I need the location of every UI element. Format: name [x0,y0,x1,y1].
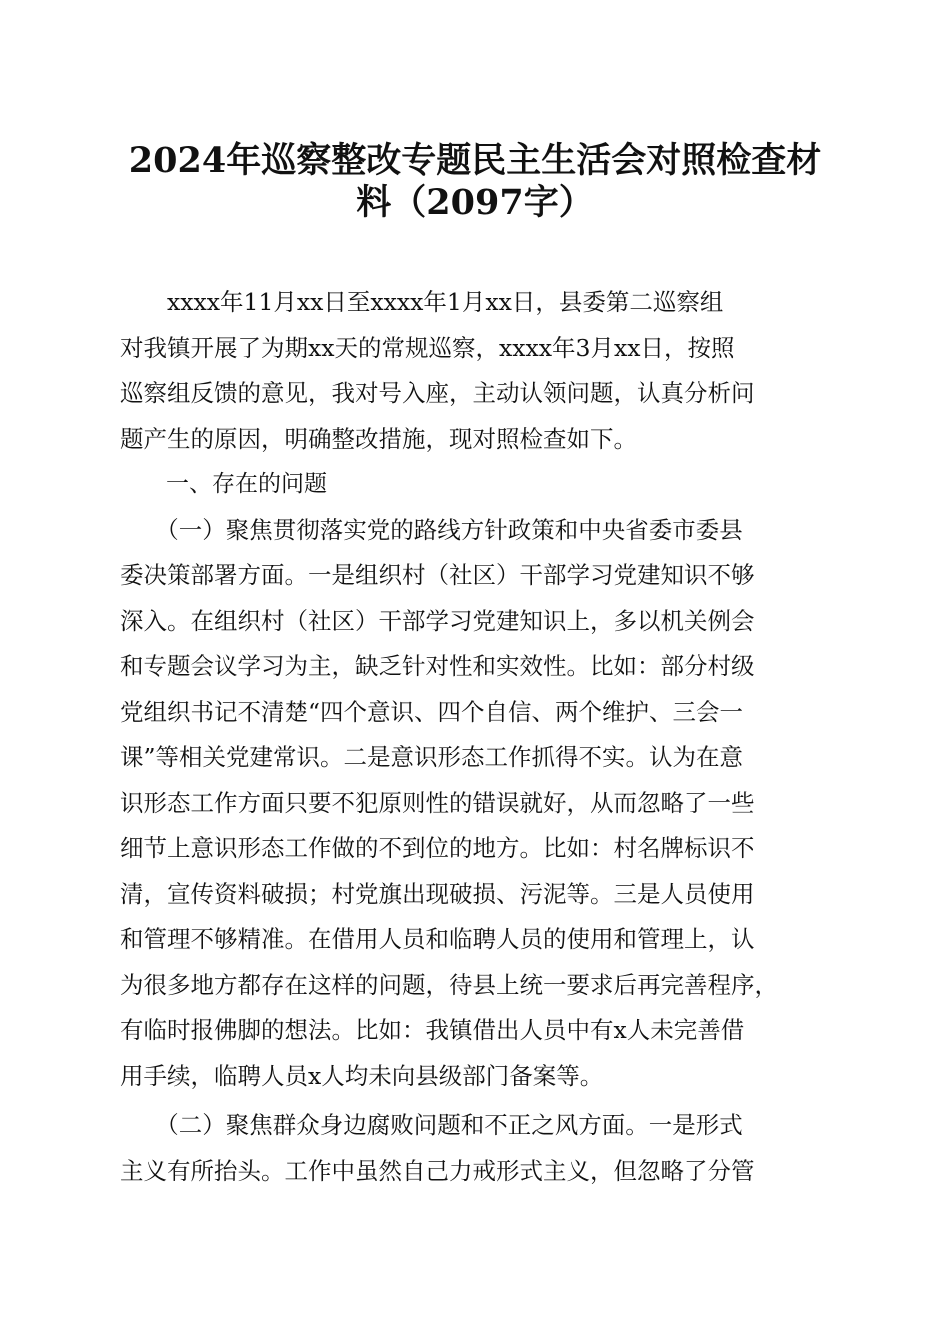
text-line: 用手续，临聘人员x人均未向县级部门备案等。 [120,1061,604,1090]
text-line: 为很多地方都存在这样的问题，待县上统一要求后再完善程序， [120,970,778,999]
text-line: 对我镇开展了为期xx天的常规巡察，xxxx年3月xx日，按照 [120,333,735,362]
text-line: 识形态工作方面只要不犯原则性的错误就好，从而忽略了一些 [120,788,755,817]
section-heading: 一、存在的问题 [120,471,327,497]
document-body [120,280,832,1194]
document-title [100,140,850,224]
text-line: 有临时报佛脚的想法。比如：我镇借出人员中有x人未完善借 [120,1016,745,1044]
text-line: 委决策部署方面。一是组织村（社区）干部学习党建知识不够 [120,561,755,589]
text-line: 和专题会议学习为主，缺乏针对性和实效性。比如：部分村级 [120,652,755,680]
text-line: 主义有所抬头。工作中虽然自己力戒形式主义，但忽略了分管 [120,1156,755,1185]
text-line: 清，宣传资料破损；村党旗出现破损、污泥等。三是人员使用 [120,879,755,908]
text-line: 细节上意识形态工作做的不到位的地方。比如：村名牌标识不 [120,834,755,862]
paragraph-two [120,1103,832,1194]
text-line: 巡察组反馈的意见，我对号入座，主动认领问题，认真分析问 [120,379,755,407]
text-line: 题产生的原因，明确整改措施，现对照检查如下。 [120,424,637,453]
title-line: 2024年巡察整改专题民主生活会对照检查材 [128,140,822,181]
text-line: （一）聚焦贯彻落实党的路线方针政策和中央省委市委县 [120,515,743,544]
intro-paragraph [120,280,832,462]
text-line: 课”等相关党建常识。二是意识形态工作抓得不实。认为在意 [120,743,744,771]
title-line: 料（2097字） [356,182,594,223]
text-line: 和管理不够精准。在借用人员和临聘人员的使用和管理上，认 [120,925,755,953]
text-line: （二）聚焦群众身边腐败问题和不正之风方面。一是形式 [120,1111,743,1139]
text-line: 深入。在组织村（社区）干部学习党建知识上，多以机关例会 [120,606,755,635]
text-line: xxxx年11月xx日至xxxx年1月xx日，县委第二巡察组 [120,288,724,316]
text-line: 党组织书记不清楚“四个意识、四个自信、两个维护、三会一 [120,697,744,726]
paragraph-one [120,508,832,1100]
